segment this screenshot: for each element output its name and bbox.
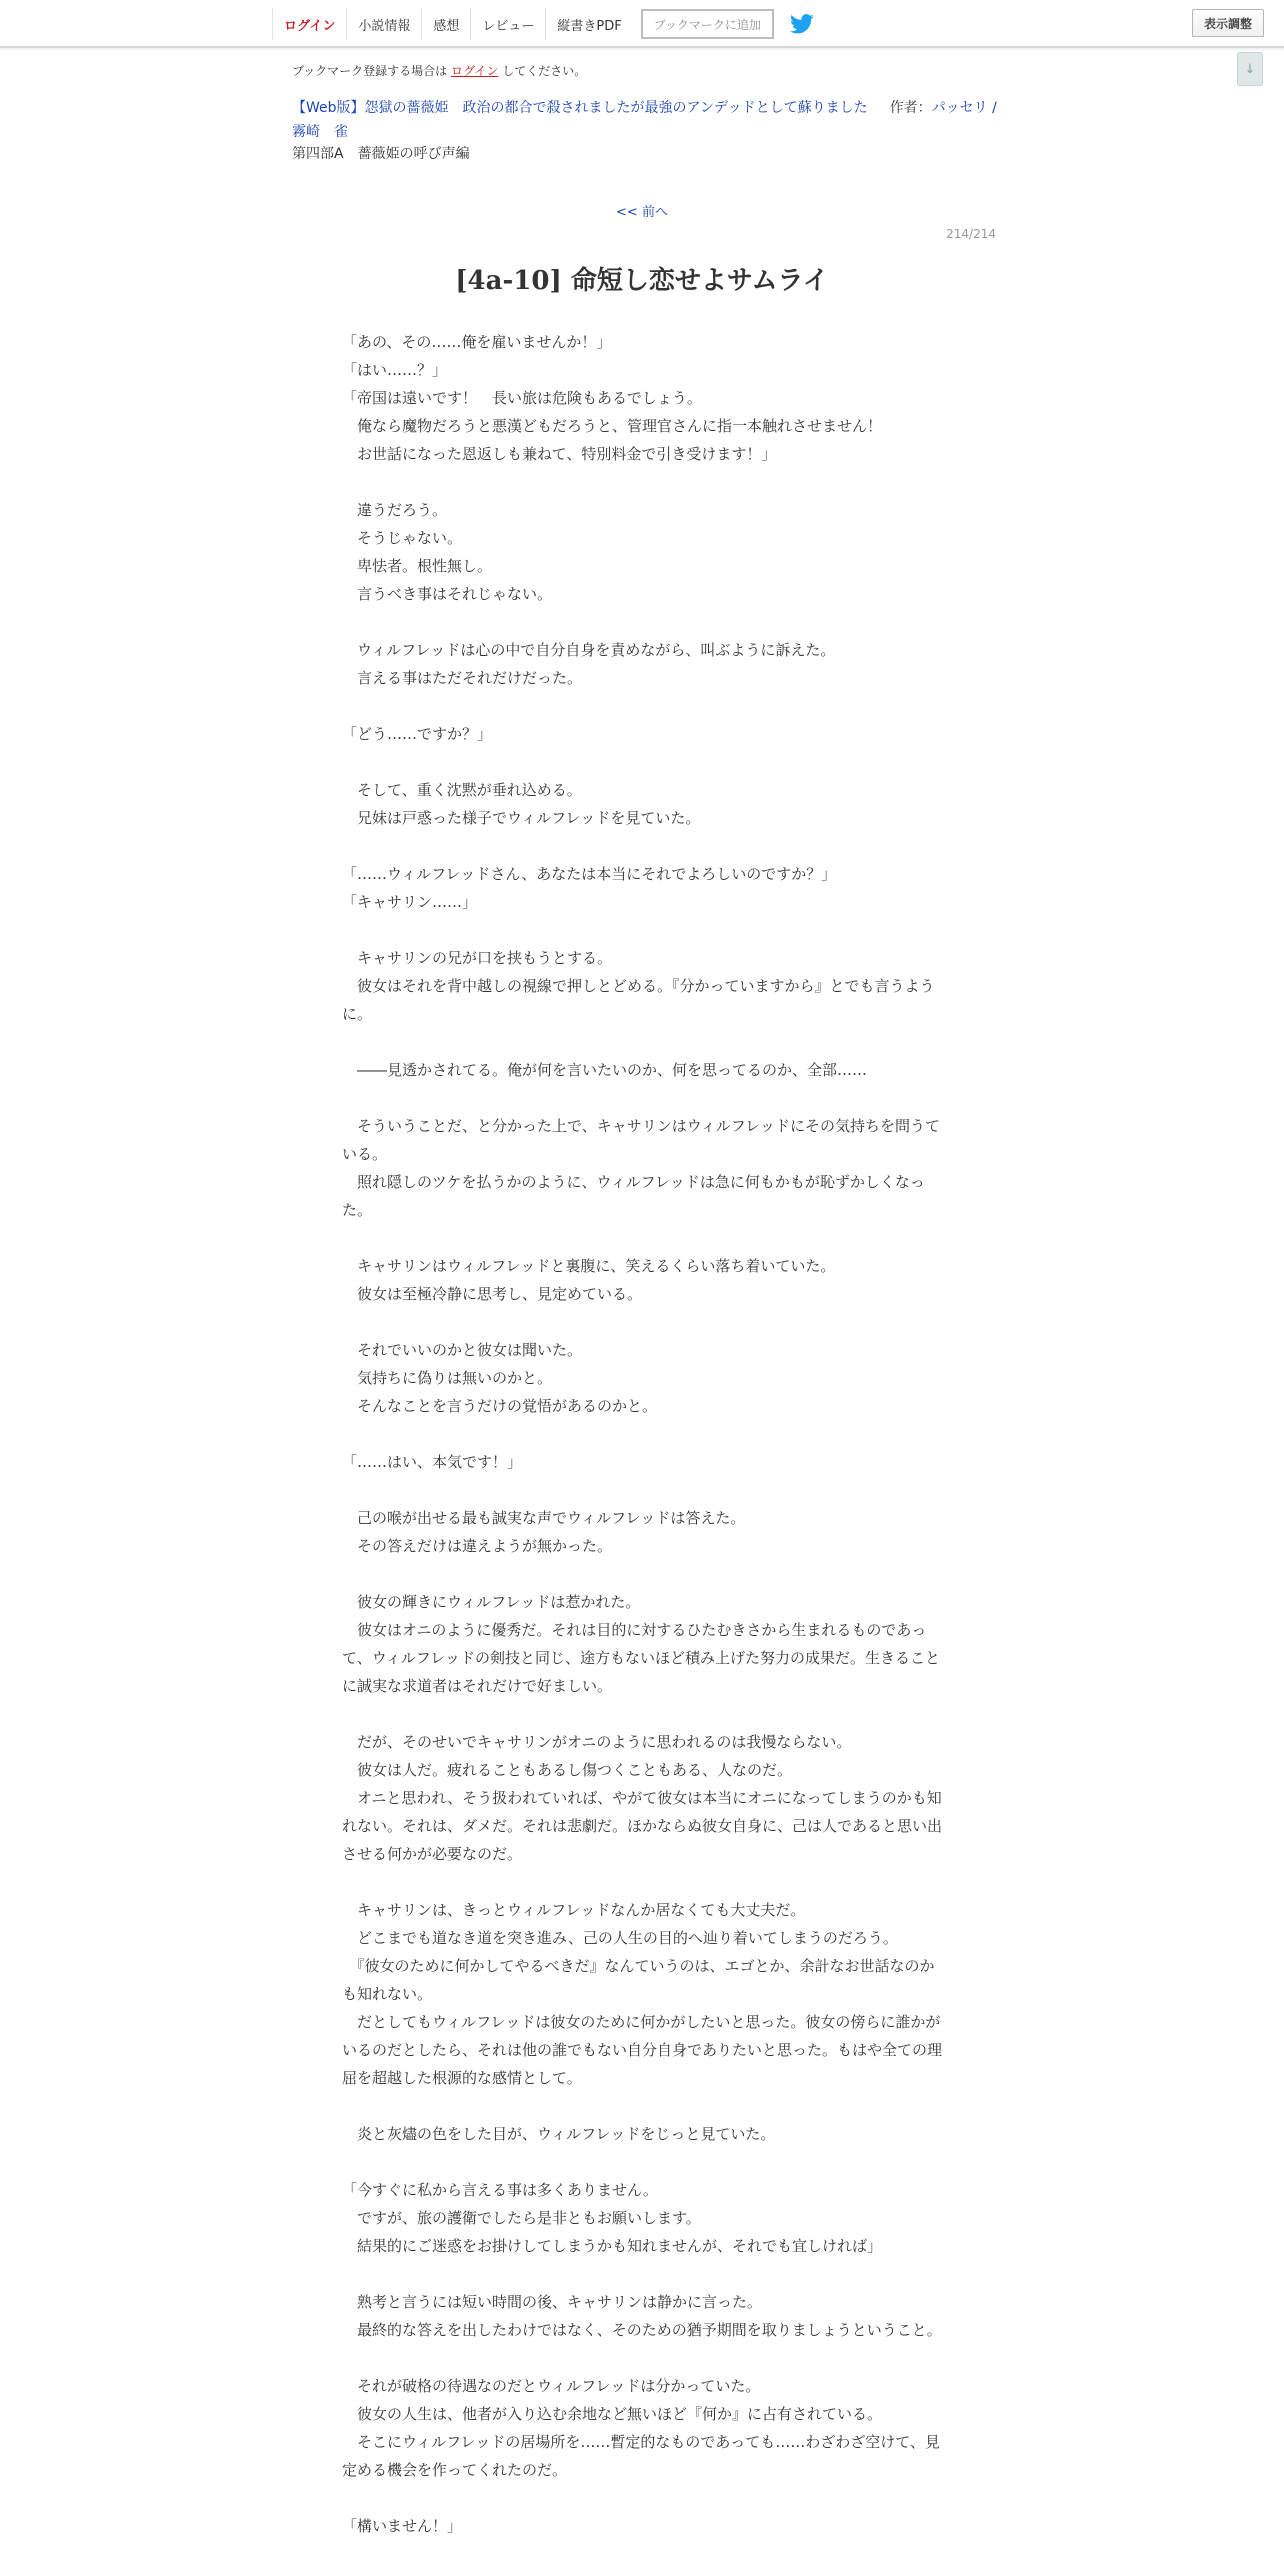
login-notice <box>292 62 586 79</box>
body-line: それが破格の待遇なのだとウィルフレッドは分かっていた。 <box>342 2377 761 2395</box>
body-line: 照れ隠しのツケを払うかのように、ウィルフレッドは急に何もかもが恥ずかしくなった。 <box>342 1173 925 1219</box>
body-line: 彼女はオニのように優秀だ。それは目的に対するひたむきさから生まれるものであって、ウィルフレッドの剣技と同じ、途方もないほど積み上げた努力の成果だ。生きることに誠実な求道者はそれだけで好ましい。 <box>342 1621 941 1695</box>
author-link[interactable]: パッセリ / 霧崎 雀 <box>292 100 997 140</box>
body-line: 言える事はただそれだけだった。 <box>342 669 583 687</box>
body-line: 俺なら魔物だろうと悪漢どもだろうと、管理官さんに指一本触れさせません！ <box>342 417 883 435</box>
series-title-link[interactable]: 【Web版】怨獄の薔薇姫 政治の都合で殺されましたが最強のアンデッドとして蘇りました <box>292 100 868 116</box>
blank-line <box>342 832 942 860</box>
blank-line <box>342 2092 942 2120</box>
body-line: 彼女の輝きにウィルフレッドは惹かれた。 <box>342 1593 641 1611</box>
body-line: どこまでも道なき道を突き進み、己の人生の目的へ辿り着いてしまうのだろう。 <box>342 1929 898 1947</box>
body-line: 熟考と言うには短い時間の後、キャサリンは静かに言った。 <box>342 2293 763 2311</box>
body-line: 彼女の人生は、他者が入り込む余地など無いほど『何か』に占有されている。 <box>342 2405 883 2423</box>
page-number: 214/214 <box>946 227 996 241</box>
body-line: 己の喉が出せる最も誠実な声でウィルフレッドは答えた。 <box>342 1509 746 1527</box>
blank-line <box>342 748 942 776</box>
blank-line <box>342 2484 942 2512</box>
blank-line <box>342 1224 942 1252</box>
body-line: 炎と灰燼の色をした目が、ウィルフレッドをじっと見ていた。 <box>342 2125 776 2143</box>
login-notice-suffix: してください。 <box>502 64 587 78</box>
body-line: 「あの、その……俺を雇いませんか！」 <box>342 333 612 351</box>
body-line: 「今すぐに私から言える事は多くありません。 <box>342 2181 658 2199</box>
body-line: それでいいのかと彼女は聞いた。 <box>342 1341 583 1359</box>
body-line: 「キャサリン……」 <box>342 893 478 911</box>
body-line: 彼女はそれを背中越しの視線で押しとどめる。『分かっていますから』とでも言うように。 <box>342 977 935 1023</box>
blank-line <box>342 1308 942 1336</box>
novel-body <box>342 328 942 2540</box>
body-line: 最終的な答えを出したわけではなく、そのための猶予期間を取りましょうということ。 <box>342 2321 942 2339</box>
body-line: 『彼女のために何かしてやるべきだ』なんていうのは、エゴとか、余計なお世話なのかも知れない。 <box>342 1957 935 2003</box>
body-line: 「……はい、本気です！」 <box>342 1453 523 1471</box>
novel-info-link[interactable]: 小説情報 <box>346 8 421 40</box>
blank-line <box>342 692 942 720</box>
blank-line <box>342 468 942 496</box>
body-line: そんなことを言うだけの覚悟があるのかと。 <box>342 1397 658 1415</box>
body-line: 兄妹は戸惑った様子でウィルフレッドを見ていた。 <box>342 809 701 827</box>
body-line: そういうことだ、と分かった上で、キャサリンはウィルフレッドにその気持ちを問うている。 <box>342 1117 941 1163</box>
body-line: だが、そのせいでキャサリンがオニのように思われるのは我慢ならない。 <box>342 1733 852 1751</box>
header-nav <box>272 8 816 40</box>
body-line: 卑怯者。根性無し。 <box>342 557 493 575</box>
login-notice-link[interactable]: ログイン <box>451 64 499 78</box>
blank-line <box>342 1420 942 1448</box>
blank-line <box>342 1084 942 1112</box>
twitter-bird-icon[interactable] <box>790 13 816 35</box>
body-line: 違うだろう。 <box>342 501 448 519</box>
body-line: そこにウィルフレッドの居場所を……暫定的なものであっても……わざわざ空けて、見定める機会を作ってくれたのだ。 <box>342 2433 940 2479</box>
body-line: キャサリンは、きっとウィルフレッドなんか居なくても大丈夫だ。 <box>342 1901 806 1919</box>
body-line: ウィルフレッドは心の中で自分自身を責めながら、叫ぶように訴えた。 <box>342 641 836 659</box>
episode-title: [4a-10] 命短し恋せよサムライ <box>455 266 829 296</box>
body-line: キャサリンの兄が口を挟もうとする。 <box>342 949 613 967</box>
body-line: ――見透かされてる。俺が何を言いたいのか、何を思ってるのか、全部…… <box>342 1061 868 1079</box>
blank-line <box>342 916 942 944</box>
body-line: そして、重く沈黙が垂れ込める。 <box>342 781 582 799</box>
scroll-down-icon[interactable]: ↓ <box>1237 52 1263 86</box>
add-bookmark-button[interactable]: ブックマークに追加 <box>641 9 774 39</box>
blank-line <box>342 1028 942 1056</box>
login-link[interactable]: ログイン <box>272 8 346 40</box>
blank-line <box>342 2260 942 2288</box>
body-line: 結果的にご迷惑をお掛けしてしまうかも知れませんが、それでも宜しければ」 <box>342 2237 883 2255</box>
review-link[interactable]: レビュー <box>470 8 545 40</box>
body-line: 「……ウィルフレッドさん、あなたは本当にそれでよろしいのですか？」 <box>342 865 837 883</box>
body-line: 彼女は至極冷静に思考し、見定めている。 <box>342 1285 643 1303</box>
vertical-pdf-link[interactable]: 縦書きPDF <box>545 8 632 40</box>
blank-line <box>342 1700 942 1728</box>
impression-link[interactable]: 感想 <box>421 8 470 40</box>
series-info <box>292 96 998 144</box>
blank-line <box>342 1560 942 1588</box>
body-line: そうじゃない。 <box>342 529 463 547</box>
blank-line <box>342 2344 942 2372</box>
body-line: お世話になった恩返しも兼ねて、特別料金で引き受けます！」 <box>342 445 777 463</box>
blank-line <box>342 2148 942 2176</box>
body-line: 言うべき事はそれじゃない。 <box>342 585 553 603</box>
login-notice-prefix: ブックマーク登録する場合は <box>292 64 448 78</box>
body-line: オニと思われ、そう扱われていれば、やがて彼女は本当にオニになってしまうのかも知れない。それは、ダメだ。それは悲劇だ。ほかならぬ彼女自身に、己は人であると思い出させる何かが必要なのだ。 <box>342 1789 943 1863</box>
chapter-title: 第四部A 薔薇姫の呼び声編 <box>292 146 470 162</box>
prev-page-link[interactable]: << 前へ <box>616 205 668 220</box>
body-line: 「帝国は遠いです！ 長い旅は危険もあるでしょう。 <box>342 389 702 407</box>
body-line: 「構いません！」 <box>342 2517 463 2535</box>
author-label: 作者： <box>889 100 932 116</box>
body-line: その答えだけは違えようが無かった。 <box>342 1537 613 1555</box>
body-line: 気持ちに偽りは無いのかと。 <box>342 1369 553 1387</box>
body-line: 彼女は人だ。疲れることもあるし傷つくこともある、人なのだ。 <box>342 1761 793 1779</box>
blank-line <box>342 1476 942 1504</box>
body-line: 「どう……ですか？」 <box>342 725 493 743</box>
body-line: だとしてもウィルフレッドは彼女のために何かがしたいと思った。彼女の傍らに誰かがいるのだとしたら、それは他の誰でもない自分自身でありたいと思った。もはや全ての理屈を超越した根源的な感情として。 <box>342 2013 943 2087</box>
body-line: ですが、旅の護衛でしたら是非ともお願いします。 <box>342 2209 701 2227</box>
body-line: 「はい……？」 <box>342 361 448 379</box>
header-bar <box>0 0 1284 48</box>
blank-line <box>342 608 942 636</box>
blank-line <box>342 1868 942 1896</box>
body-line: キャサリンはウィルフレッドと裏腹に、笑えるくらい落ち着いていた。 <box>342 1257 836 1275</box>
display-settings-button[interactable]: 表示調整 <box>1192 9 1264 37</box>
